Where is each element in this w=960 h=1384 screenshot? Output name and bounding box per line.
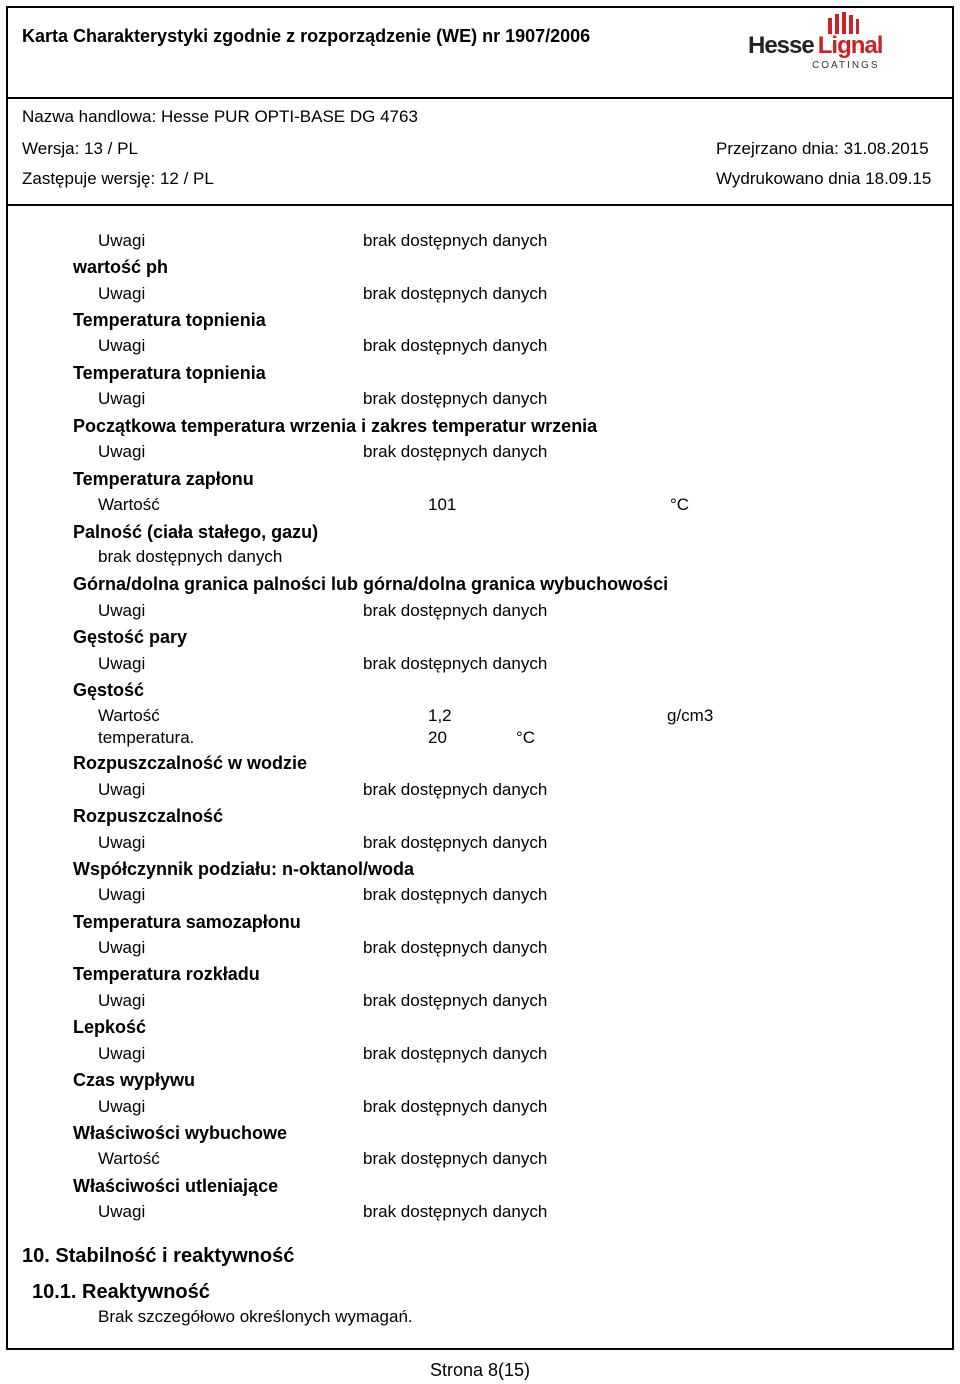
field-label: Uwagi bbox=[98, 284, 146, 303]
field-label: Uwagi bbox=[98, 1044, 146, 1063]
field-label: Uwagi bbox=[98, 654, 146, 673]
section-title: Temperatura samozapłonu bbox=[73, 912, 301, 932]
replaces-value: 12 / PL bbox=[159, 169, 214, 188]
replaces-label: Zastępuje wersję: bbox=[22, 169, 156, 188]
logo-brand-lignal: Lignal bbox=[817, 32, 883, 59]
trade-name-line bbox=[22, 107, 418, 127]
field-value: brak dostępnych danych bbox=[363, 389, 548, 408]
subchapter-text: Brak szczegółowo określonych wymagań. bbox=[98, 1307, 413, 1326]
field-unit: g/cm3 bbox=[667, 706, 714, 725]
field-label: Uwagi bbox=[98, 442, 146, 461]
field-value: brak dostępnych danych bbox=[363, 336, 548, 355]
version-value: 13 / PL bbox=[84, 139, 138, 158]
subchapter-title: 10.1. Reaktywność bbox=[32, 1281, 210, 1303]
chapter-title: 10. Stabilność i reaktywność bbox=[22, 1245, 295, 1267]
field-value: brak dostępnych danych bbox=[363, 885, 548, 904]
reviewed-line bbox=[716, 139, 929, 159]
field-label: Uwagi bbox=[98, 885, 146, 904]
section-title: Czas wypływu bbox=[73, 1070, 196, 1090]
note-label: Uwagi bbox=[98, 231, 146, 250]
reviewed-value: 31.08.2015 bbox=[843, 139, 929, 158]
field-value: brak dostępnych danych bbox=[363, 833, 548, 852]
field-label: Uwagi bbox=[98, 389, 146, 408]
field-value: 101 bbox=[428, 495, 457, 514]
field-label: Uwagi bbox=[98, 991, 146, 1010]
version-line bbox=[22, 139, 138, 159]
field-label: Uwagi bbox=[98, 336, 146, 355]
company-logo bbox=[748, 8, 948, 74]
field-value: brak dostępnych danych bbox=[363, 1097, 548, 1116]
section-title: Górna/dolna granica palności lub górna/dolna granica wybuchowości bbox=[73, 574, 669, 594]
field-value: brak dostępnych danych bbox=[363, 442, 548, 461]
reviewed-label: Przejrzano dnia: bbox=[716, 139, 839, 158]
printed-label: Wydrukowano dnia bbox=[716, 169, 861, 188]
replaces-line bbox=[22, 169, 214, 189]
section-title: Gęstość bbox=[73, 680, 145, 700]
field-value: brak dostępnych danych bbox=[363, 780, 548, 799]
field-unit: °C bbox=[670, 495, 690, 514]
section-title: Współczynnik podziału: n-oktanol/woda bbox=[73, 859, 414, 879]
trade-name-value: Hesse PUR OPTI-BASE DG 4763 bbox=[160, 107, 418, 126]
section-title: Temperatura zapłonu bbox=[73, 469, 254, 489]
field-value: brak dostępnych danych bbox=[363, 1149, 548, 1168]
section-title: Gęstość pary bbox=[73, 627, 188, 647]
section-title: Palność (ciała stałego, gazu) bbox=[73, 522, 319, 542]
field-label: Uwagi bbox=[98, 601, 146, 620]
field-value: brak dostępnych danych bbox=[363, 1202, 548, 1221]
section-title: Rozpuszczalność bbox=[73, 806, 224, 826]
temperature-unit: °C bbox=[516, 728, 536, 747]
printed-line bbox=[716, 169, 931, 189]
logo-brand-hesse: Hesse bbox=[748, 32, 814, 59]
printed-value: 18.09.15 bbox=[865, 169, 932, 188]
field-label: Wartość bbox=[98, 706, 160, 725]
field-label: Uwagi bbox=[98, 938, 146, 957]
logo-tagline: COATINGS bbox=[812, 60, 880, 71]
field-label: Wartość bbox=[98, 495, 160, 514]
section-title: Właściwości utleniające bbox=[73, 1176, 279, 1196]
field-value: 1,2 bbox=[428, 706, 452, 725]
temperature-label: temperatura. bbox=[98, 728, 195, 747]
section-title: Temperatura topnienia bbox=[73, 363, 266, 383]
field-value: brak dostępnych danych bbox=[363, 654, 548, 673]
trade-name-label: Nazwa handlowa: bbox=[22, 107, 157, 126]
header-divider-bottom bbox=[6, 204, 954, 206]
section-title: Właściwości wybuchowe bbox=[73, 1123, 288, 1143]
logo-wordmark bbox=[748, 32, 882, 60]
field-value: brak dostępnych danych bbox=[363, 284, 548, 303]
field-value: brak dostępnych danych bbox=[363, 991, 548, 1010]
field-value: brak dostępnych danych bbox=[363, 938, 548, 957]
section-title: Rozpuszczalność w wodzie bbox=[73, 753, 308, 773]
field-text: brak dostępnych danych bbox=[98, 547, 283, 566]
section-title: Początkowa temperatura wrzenia i zakres temperatur wrzenia bbox=[73, 416, 598, 436]
note-value: brak dostępnych danych bbox=[363, 231, 548, 250]
field-label: Uwagi bbox=[98, 780, 146, 799]
version-label: Wersja: bbox=[22, 139, 80, 158]
section-title: Lepkość bbox=[73, 1017, 147, 1037]
header-divider bbox=[6, 97, 954, 99]
section-title: Temperatura topnienia bbox=[73, 310, 266, 330]
field-value: brak dostępnych danych bbox=[363, 601, 548, 620]
section-title: wartość ph bbox=[73, 257, 169, 277]
field-value: brak dostępnych danych bbox=[363, 1044, 548, 1063]
field-label: Uwagi bbox=[98, 1202, 146, 1221]
field-label: Wartość bbox=[98, 1149, 160, 1168]
page-number: Strona 8(15) bbox=[429, 1360, 531, 1380]
temperature-value: 20 bbox=[428, 728, 447, 747]
document-title: Karta Charakterystyki zgodnie z rozporządzenie (WE) nr 1907/2006 bbox=[22, 26, 591, 46]
section-title: Temperatura rozkładu bbox=[73, 964, 260, 984]
tower-icon bbox=[826, 12, 860, 34]
field-label: Uwagi bbox=[98, 1097, 146, 1116]
field-label: Uwagi bbox=[98, 833, 146, 852]
